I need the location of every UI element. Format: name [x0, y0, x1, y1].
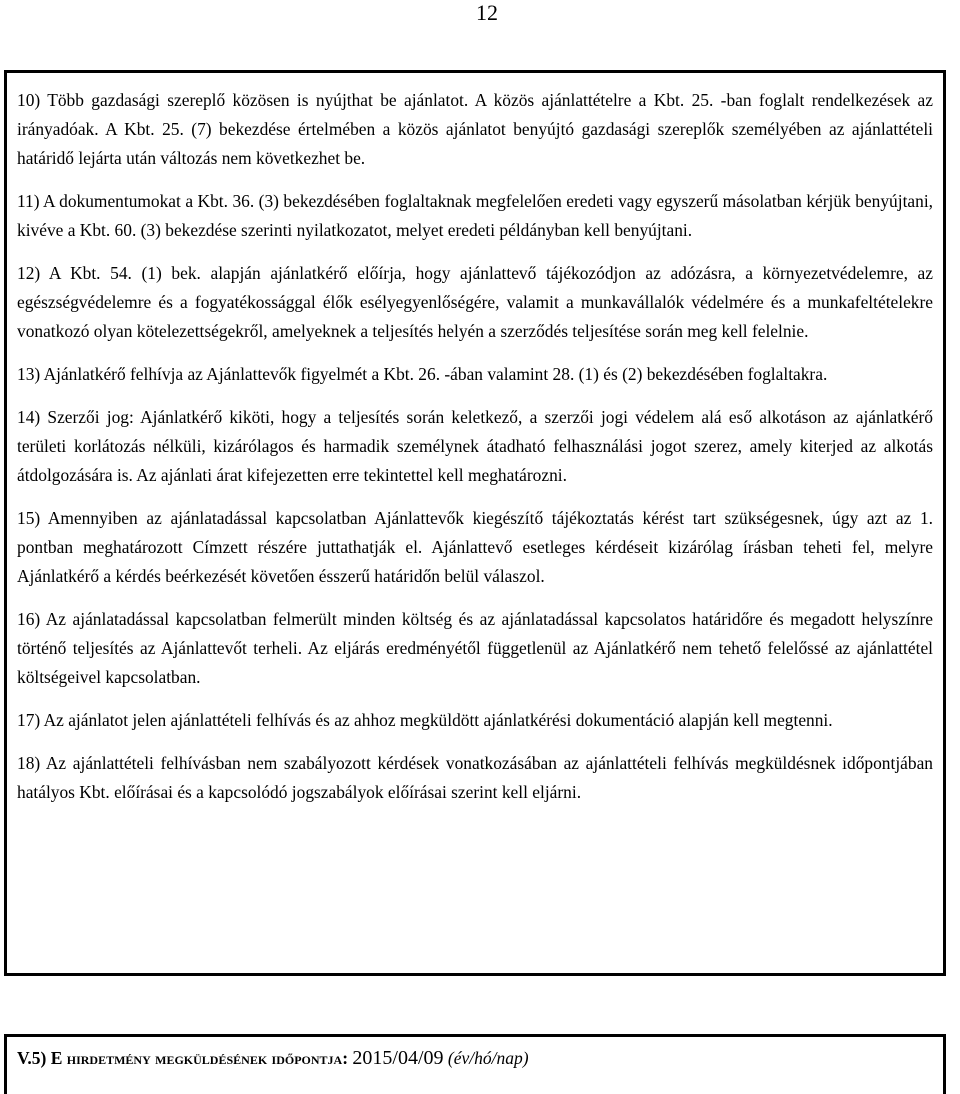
paragraph-16: 16) Az ajánlatadással kapcsolatban felmerült minden költség és az ajánlatadással kapcsolatos határidőre és megadott helyszínre történő teljesítés az Ajánlattevőt terheli. Az eljárás eredményétől függetlenül az Ajánlatkérő nem tehető felelőssé az ajánlattétel költségeivel kapcsolatban.	[17, 609, 933, 687]
paragraph-11: 11) A dokumentumokat a Kbt. 36. (3) bekezdésében foglaltaknak megfelelően eredeti vagy egyszerű másolatban kérjük benyújtani, kivéve a Kbt. 60. (3) bekezdése szerinti nyilatkozatot, melyet eredeti példányban kell benyújtani.	[17, 191, 933, 240]
paragraph-17: 17) Az ajánlatot jelen ajánlattételi felhívás és az ahhoz megküldött ajánlatkérési dokumentáció alapján kell megtenni.	[17, 710, 833, 730]
dispatch-date-format: (év/hó/nap)	[447, 1048, 529, 1068]
dispatch-date-line	[17, 1046, 943, 1070]
dispatch-date-label: V.5) E hirdetmény megküldésének időpontja:	[17, 1048, 349, 1068]
dispatch-date-value: 2015/04/09	[352, 1047, 444, 1069]
paragraph-13: 13) Ajánlatkérő felhívja az Ajánlattevők figyelmét a Kbt. 26. -ában valamint 28. (1) és (2) bekezdésében foglaltakra.	[17, 364, 828, 384]
paragraph-18: 18) Az ajánlattételi felhívásban nem szabályozott kérdések vonatkozásában az ajánlattételi felhívás megküldésnek időpontjában hatályos Kbt. előírásai és a kapcsolódó jogszabályok előírásai szerint kell eljárni.	[17, 753, 933, 802]
paragraph-15: 15) Amennyiben az ajánlatadással kapcsolatban Ajánlattevők kiegészítő tájékoztatás kérést tart szükségesnek, úgy azt az 1. pontban meghatározott Címzett részére juttathatják el. Ajánlattevő esetleges kérdéseit kizárólag írásban teheti fel, melyre Ajánlatkérő a kérdés beérkezését követően ésszerű határidőn belül válaszol.	[17, 508, 933, 586]
page-number: 12	[476, 0, 498, 25]
paragraph-12: 12) A Kbt. 54. (1) bek. alapján ajánlatkérő előírja, hogy ajánlattevő tájékozódjon az adózásra, a környezetvédelemre, az egészségvédelemre és a fogyatékossággal élők esélyegyenlőségére, valamit a munkavállalók védelmére és a munkafeltételekre vonatkozó olyan kötelezettségekről, amelyeknek a teljesítés helyén a szerződés teljesítése során meg kell felelnie.	[17, 263, 933, 341]
paragraph-14: 14) Szerzői jog: Ajánlatkérő kiköti, hogy a teljesítés során keletkező, a szerzői jogi védelem alá eső alkotáson az ajánlatkérő területi korlátozás nélküli, kizárólagos és harmadik személynek átadható felhasználási jogot szerez, amely kiterjed az alkotás átdolgozására is. Az ajánlati árat kifejezetten erre tekintettel kell meghatározni.	[17, 407, 933, 485]
section-content-box	[4, 70, 946, 976]
dispatch-date-box	[4, 1034, 946, 1094]
paragraph-10: 10) Több gazdasági szereplő közösen is nyújthat be ajánlatot. A közös ajánlattételre a Kbt. 25. -ban foglalt rendelkezések az irányadóak. A Kbt. 25. (7) bekezdése értelmében a közös ajánlatot benyújtó gazdasági szereplők személyében az ajánlattételi határidő lejárta után változás nem következhet be.	[17, 90, 933, 168]
